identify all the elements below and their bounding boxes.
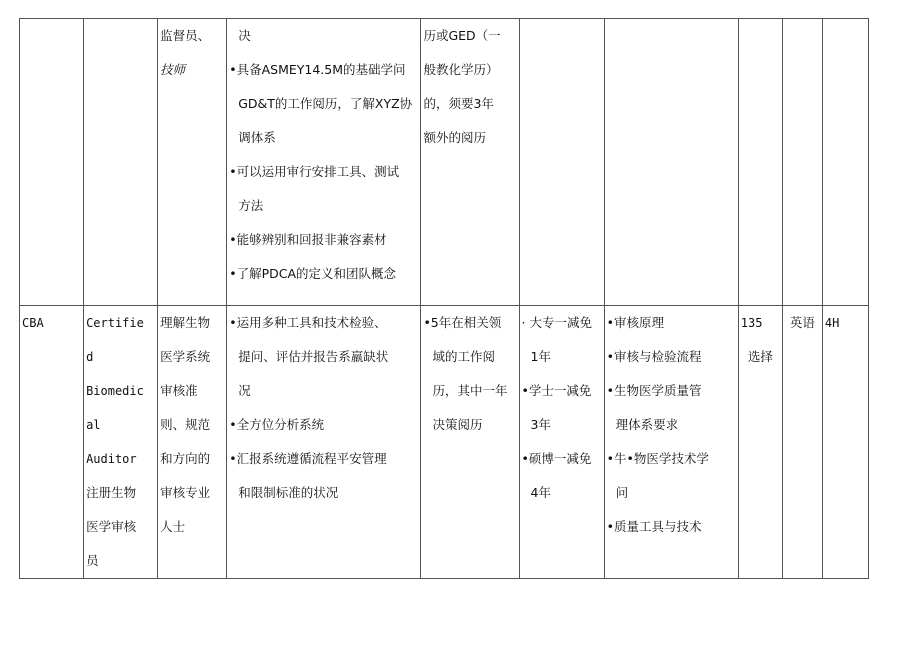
cell-questions — [738, 19, 782, 306]
cell-skills: 决 •具备ASMEY14.5M的基础学问 GD&T的工作阅历，了解XYZ协 调体系 •可以运用审行安排工具、测试 方法 •能够辨别和回报非兼容素材 •了解PDCA的定义和团队概念 — [227, 19, 421, 306]
cell-skills: •运用多种工具和技术检验、 提问、评估并报告系羸缺状 况 •全方位分析系统 •汇报系统遵循流程平安管理 和限制标准的状况 — [227, 306, 421, 579]
cell-language — [782, 19, 822, 306]
cell-duration — [822, 19, 868, 306]
cell-abbr: CBA — [20, 306, 84, 579]
table-row — [20, 306, 869, 579]
cell-experience: 历或GED（一 般教化学历） 的，须要3年 额外的阅历 — [421, 19, 519, 306]
cell-description: 理解生物 医学系统 审核准 则、规范 和方向的 审核专业 人士 — [158, 306, 227, 579]
table-row — [20, 19, 869, 306]
cell-name — [84, 19, 158, 306]
cell-knowledge: •审核原理 •审核与检验流程 •生物医学质量管 理体系要求 •牛•物医学技术学 问 •质量工具与技术 — [604, 306, 738, 579]
cell-waiver — [519, 19, 604, 306]
cell-knowledge — [604, 19, 738, 306]
certification-table — [19, 18, 869, 579]
cell-language: 英语 — [782, 306, 822, 579]
cell-waiver: · 大专一减免 1年 •学士一减免 3年 •硕博一减免 4年 — [519, 306, 604, 579]
cell-experience: •5年在相关领 域的工作阅 历，其中一年 决策阅历 — [421, 306, 519, 579]
cell-description: 监督员、 技师 — [158, 19, 227, 306]
cell-abbr — [20, 19, 84, 306]
cell-duration: 4H — [822, 306, 868, 579]
cell-questions: 135 选择 — [738, 306, 782, 579]
cell-name: Certifie d Biomedic al Auditor 注册生物 医学审核 员 — [84, 306, 158, 579]
